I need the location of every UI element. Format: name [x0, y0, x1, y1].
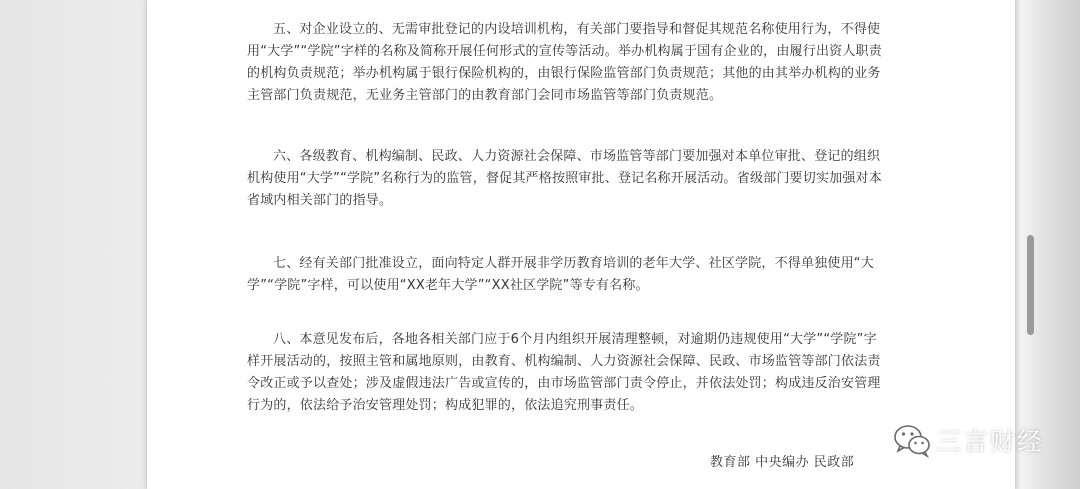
paragraph-7: 七、经有关部门批准设立，面向特定人群开展非学历教育培训的老年大学、社区学院，不得单独使用“大学”“学院”字样，可以使用“XX老年大学”“XX社区学院”等专有名称。: [247, 256, 874, 293]
watermark-text: 三言财经: [936, 427, 1045, 456]
signature-issuers: 教育部 中央编办 民政部: [710, 455, 855, 470]
paragraph-8: 八、本意见发布后，各地各相关部门应于6个月内组织开展清理整顿，对逾期仍违规使用“大学”“学院”字样开展活动的，按照主管和属地原则，由教育、机构编制、人力资源社会保障、民政、市场监管等部门依法责令改正或予以查处；涉及虚假违法广告或宣传的，由市场监管部门责令停止，并依法处罚；构成违反治安管理行为的，依法给予治安管理处罚；构成犯罪的，依法追究刑事责任。: [247, 332, 881, 413]
paragraph-6: 六、各级教育、机构编制、民政、人力资源社会保障、市场监管等部门要加强对本单位审批、登记的组织机构使用“大学”“学院”名称行为的监管，督促其严格按照审批、登记名称开展活动。省级部门要切实加强对本省域内相关部门的指导。: [247, 149, 882, 208]
watermark: [892, 420, 1062, 460]
wechat-icon: [892, 422, 932, 458]
background-left: [0, 0, 140, 489]
paragraph-5: 五、对企业设立的、无需审批登记的内设培训机构，有关部门要指导和督促其规范名称使用行为，不得使用“大学”“学院”字样的名称及简称开展任何形式的宣传等活动。举办机构属于国有企业的，由履行出资人职责的机构负责规范；举办机构属于银行保险机构的，由银行保险监管部门负责规范；其他的由其举办机构的业务主管部门负责规范，无业务主管部门的由教育部门会同市场监管等部门负责规范。: [247, 22, 882, 103]
document-page: [147, 0, 1015, 489]
scrollbar-thumb[interactable]: [1027, 235, 1034, 335]
